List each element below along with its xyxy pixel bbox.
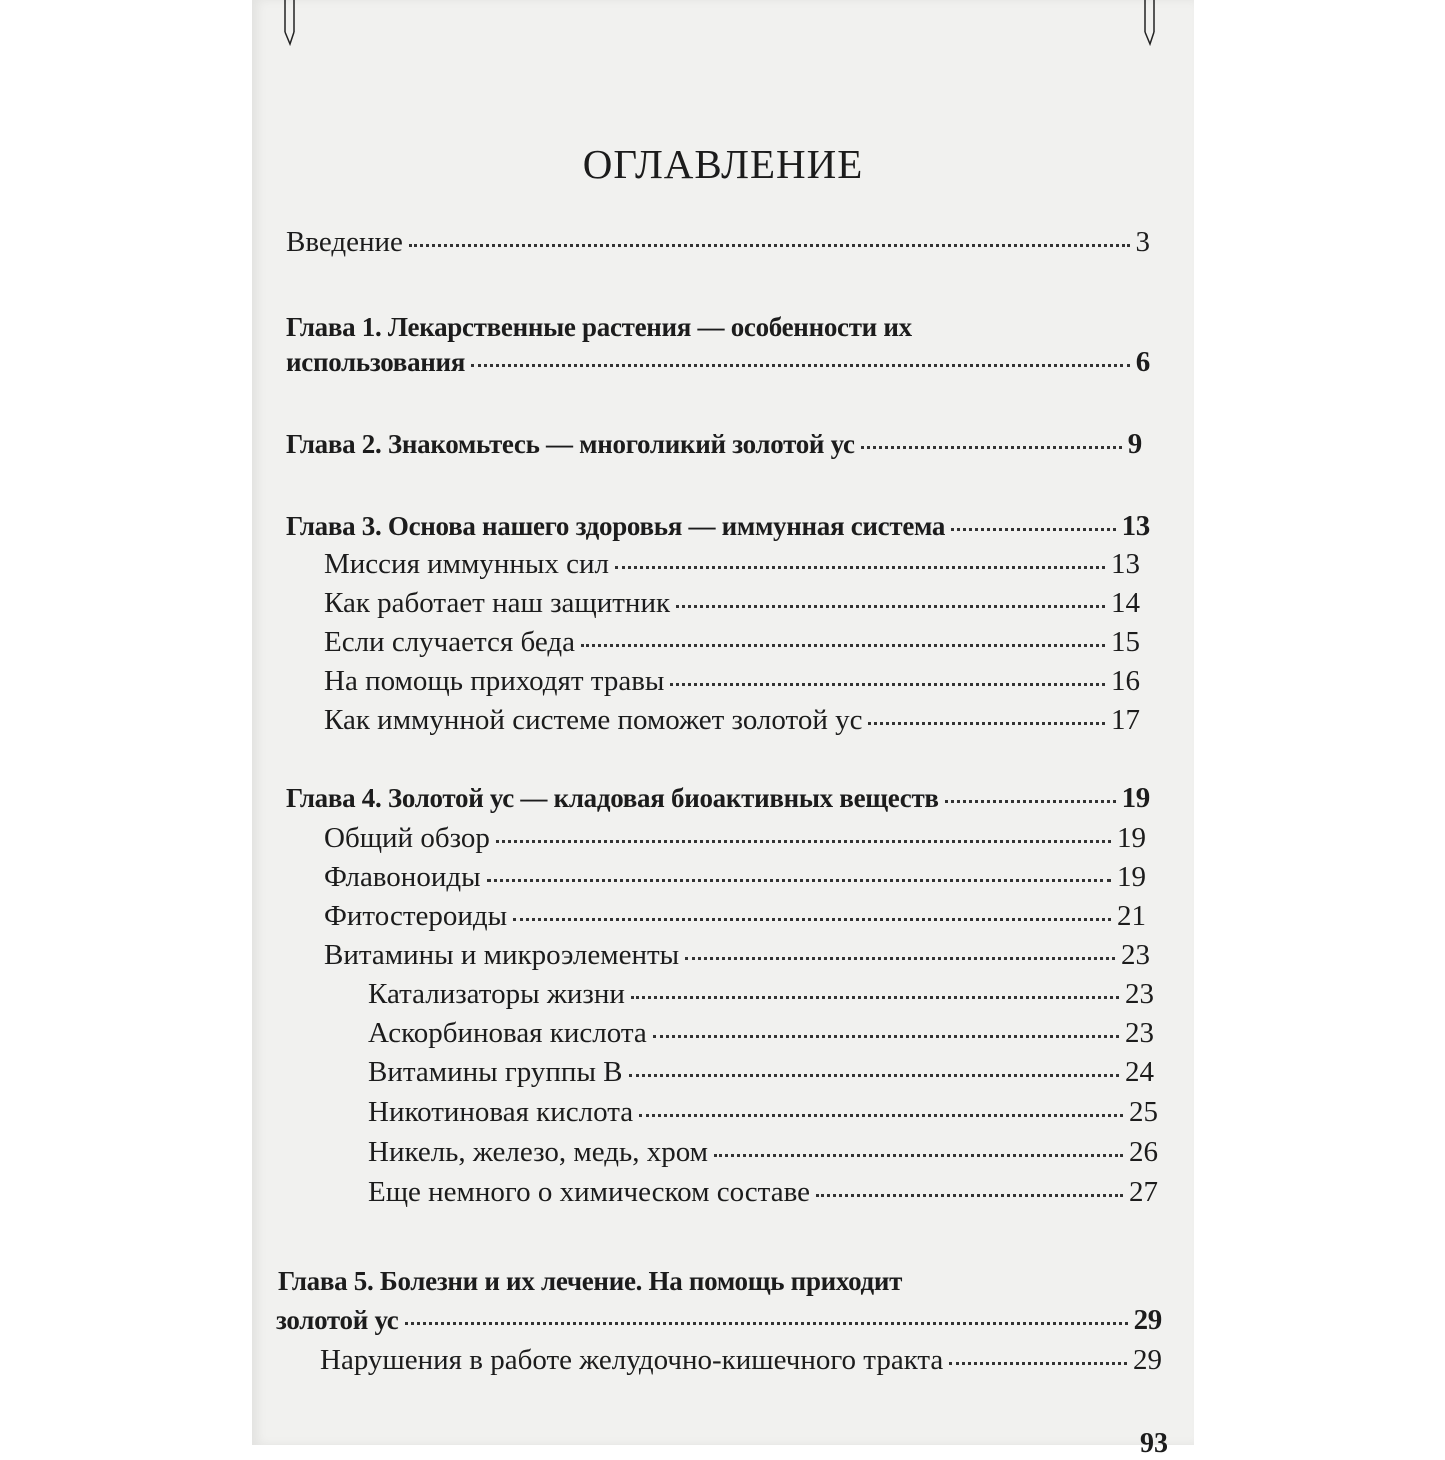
toc-entry-label: Общий обзор xyxy=(324,822,490,854)
toc-entry-label: Фитостероиды xyxy=(324,900,508,932)
toc-entry-page: 15 xyxy=(1111,626,1140,658)
page-number: 93 xyxy=(1140,1428,1168,1459)
toc-entry-subsection[interactable] xyxy=(368,1176,1158,1216)
leader-dots xyxy=(685,957,1115,960)
leader-dots xyxy=(409,244,1130,247)
leader-dots xyxy=(615,566,1105,569)
toc-entry-label: Глава 2. Знакомьтесь — многоликий золотой ус xyxy=(286,429,855,459)
toc-entry-page: 23 xyxy=(1121,939,1150,971)
toc-entry-label: Как иммунной системе поможет золотой ус xyxy=(324,704,863,736)
toc-chapter-1-title[interactable]: Глава 1. Лекарственные растения — особенности их xyxy=(286,312,912,342)
toc-entry-page: 13 xyxy=(1121,510,1150,542)
toc-entry-label: Если случается беда xyxy=(324,626,575,658)
leader-dots xyxy=(513,918,1111,921)
leader-dots xyxy=(629,1074,1119,1077)
toc-entry-page: 23 xyxy=(1125,1017,1154,1049)
toc-entry-label: Катализаторы жизни xyxy=(368,978,625,1010)
toc-entry-label: Миссия иммунных сил xyxy=(324,548,610,580)
leader-dots xyxy=(945,800,1116,803)
toc-entry-chapter-4[interactable] xyxy=(286,782,1150,822)
toc-entry-page: 16 xyxy=(1111,665,1140,697)
toc-entry-page: 24 xyxy=(1125,1056,1154,1088)
toc-entry-page: 21 xyxy=(1117,900,1146,932)
toc-entry-label: Флавоноиды xyxy=(324,861,481,893)
toc-entry-label: Витамины группы В xyxy=(368,1056,623,1088)
toc-entry-label: Никотиновая кислота xyxy=(368,1096,634,1128)
toc-entry-chapter-3[interactable] xyxy=(286,510,1150,550)
leader-dots xyxy=(861,446,1122,449)
toc-entry-page: 17 xyxy=(1111,704,1140,736)
toc-entry-page: 3 xyxy=(1135,226,1150,258)
toc-entry-page: 23 xyxy=(1125,978,1154,1010)
leader-dots xyxy=(581,644,1105,647)
toc-entry-label: На помощь приходят травы xyxy=(324,665,665,697)
leader-dots xyxy=(949,1362,1127,1365)
toc-entry-label: использования xyxy=(286,347,466,377)
toc-entry-page: 6 xyxy=(1135,346,1150,378)
toc-entry-section[interactable] xyxy=(324,665,1140,705)
toc-entry-label: Глава 3. Основа нашего здоровья — иммунная система xyxy=(286,511,946,541)
toc-entry-section[interactable] xyxy=(324,626,1140,666)
leader-dots xyxy=(676,605,1105,608)
ornament-icon xyxy=(1142,0,1158,46)
toc-chapter-5-title[interactable]: Глава 5. Болезни и их лечение. На помощь приходит xyxy=(278,1266,903,1296)
toc-entry-section[interactable] xyxy=(324,939,1150,979)
leader-dots xyxy=(951,528,1115,531)
toc-entry-page: 26 xyxy=(1129,1136,1158,1168)
toc-entry-page: 19 xyxy=(1117,822,1146,854)
leader-dots xyxy=(714,1154,1123,1157)
toc-entry-label: Как работает наш защитник xyxy=(324,587,671,619)
leader-dots xyxy=(639,1114,1123,1117)
book-page xyxy=(252,0,1194,1459)
leader-dots xyxy=(487,879,1111,882)
toc-entry-label: Витамины и микроэлементы xyxy=(324,939,680,971)
toc-entry-subsection[interactable] xyxy=(368,1096,1158,1136)
ornament-icon xyxy=(282,0,298,46)
toc-entry-section[interactable] xyxy=(324,861,1146,901)
toc-entry-section[interactable] xyxy=(324,587,1140,627)
toc-entry-section[interactable] xyxy=(324,822,1146,862)
toc-entry-section[interactable] xyxy=(324,900,1146,940)
toc-title: ОГЛАВЛЕНИЕ xyxy=(582,141,864,187)
toc-entry-label: Введение xyxy=(286,226,403,258)
toc-entry-chapter-1[interactable] xyxy=(286,346,1150,386)
toc-entry-page: 29 xyxy=(1133,1304,1162,1336)
toc-entry-subsection[interactable] xyxy=(368,1017,1154,1057)
toc-entry-page: 9 xyxy=(1127,428,1142,460)
leader-dots xyxy=(405,1322,1128,1325)
toc-entry-section[interactable] xyxy=(320,1344,1162,1384)
toc-entry-subsection[interactable] xyxy=(368,1136,1158,1176)
toc-entry-chapter-2[interactable] xyxy=(286,428,1142,468)
toc-entry-page: 25 xyxy=(1129,1096,1158,1128)
leader-dots xyxy=(670,683,1105,686)
leader-dots xyxy=(496,840,1111,843)
toc-entry-page: 19 xyxy=(1121,782,1150,814)
toc-entry-page: 14 xyxy=(1111,587,1140,619)
leader-dots xyxy=(631,996,1119,999)
toc-entry-chapter-5[interactable] xyxy=(276,1304,1162,1344)
toc-entry-page: 13 xyxy=(1111,548,1140,580)
toc-entry-subsection[interactable] xyxy=(368,1056,1154,1096)
toc-entry-label: золотой ус xyxy=(276,1305,399,1335)
toc-entry-page: 29 xyxy=(1133,1344,1162,1376)
toc-entry-section[interactable] xyxy=(324,704,1140,744)
toc-entry-section[interactable] xyxy=(324,548,1140,588)
toc-entry-page: 27 xyxy=(1129,1176,1158,1208)
toc-entry-label: Еще немного о химическом составе xyxy=(368,1176,810,1208)
toc-entry-subsection[interactable] xyxy=(368,978,1154,1018)
toc-entry-intro[interactable] xyxy=(286,226,1150,266)
toc-entry-label: Глава 4. Золотой ус — кладовая биоактивных веществ xyxy=(286,783,939,813)
toc-entry-label: Нарушения в работе желудочно-кишечного тракта xyxy=(320,1344,944,1376)
toc-entry-page: 19 xyxy=(1117,861,1146,893)
leader-dots xyxy=(471,364,1130,367)
leader-dots xyxy=(653,1035,1119,1038)
toc-entry-label: Аскорбиновая кислота xyxy=(368,1017,647,1049)
leader-dots xyxy=(816,1194,1123,1197)
toc-entry-label: Никель, железо, медь, хром xyxy=(368,1136,709,1168)
leader-dots xyxy=(868,722,1105,725)
